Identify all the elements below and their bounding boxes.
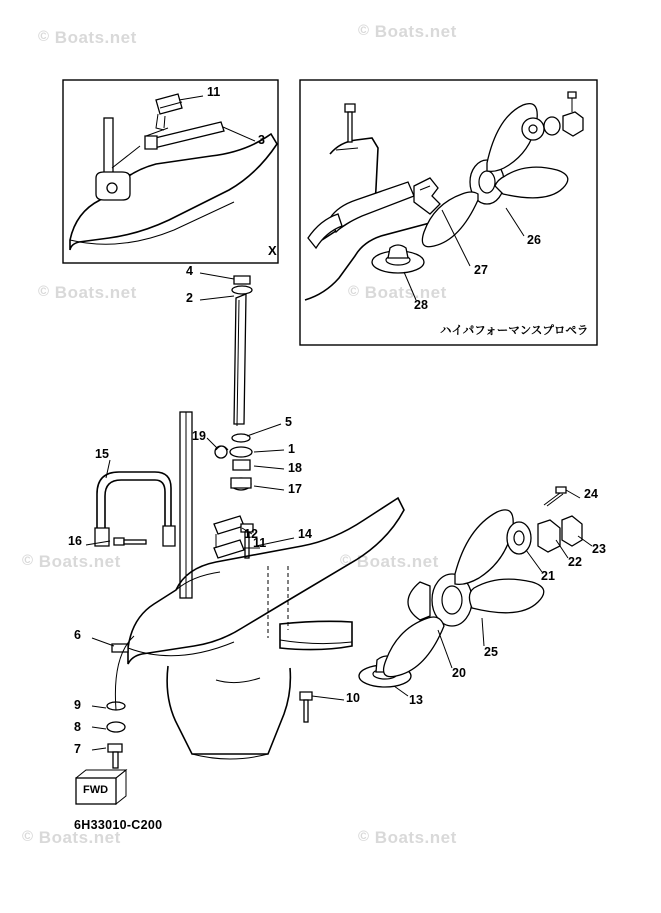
callout-7: 7 (74, 742, 81, 756)
callout-28: 28 (414, 298, 428, 312)
watermark: © Boats.net (22, 828, 121, 847)
callout-3: 3 (258, 133, 265, 147)
callout-11b: 11 (253, 536, 267, 550)
watermark: © Boats.net (358, 22, 457, 41)
callout-11a: 11 (207, 85, 221, 99)
callout-26: 26 (527, 233, 541, 247)
callout-13: 13 (409, 693, 423, 707)
callout-15: 15 (95, 447, 109, 461)
callout-24: 24 (584, 487, 598, 501)
callout-4: 4 (186, 264, 193, 278)
callout-5: 5 (285, 415, 292, 429)
callout-2: 2 (186, 291, 193, 305)
callout-1: 1 (288, 442, 295, 456)
callout-19: 19 (192, 429, 206, 443)
callout-21: 21 (541, 569, 555, 583)
callout-12: 12 (244, 527, 258, 541)
watermark: © Boats.net (22, 552, 121, 571)
callout-14: 14 (298, 527, 312, 541)
watermark: © Boats.net (38, 283, 137, 302)
callout-10: 10 (346, 691, 360, 705)
watermark: © Boats.net (348, 283, 447, 302)
part-number-label: 6H33010-C200 (74, 818, 163, 832)
fwd-label: FWD (83, 784, 109, 796)
callout-27: 27 (474, 263, 488, 277)
callout-25: 25 (484, 645, 498, 659)
callout-8: 8 (74, 720, 81, 734)
callout-9: 9 (74, 698, 81, 712)
callout-6: 6 (74, 628, 81, 642)
japanese-caption: ハイパフォーマンスプロペラ (440, 325, 589, 337)
callout-16: 16 (68, 534, 82, 548)
watermark: © Boats.net (340, 552, 439, 571)
callout-17: 17 (288, 482, 302, 496)
view-x-label: X (268, 243, 277, 258)
callout-20: 20 (452, 666, 466, 680)
watermark: © Boats.net (38, 28, 137, 47)
watermark: © Boats.net (358, 828, 457, 847)
callout-23: 23 (592, 542, 606, 556)
callout-18: 18 (288, 461, 302, 475)
callout-22: 22 (568, 555, 582, 569)
